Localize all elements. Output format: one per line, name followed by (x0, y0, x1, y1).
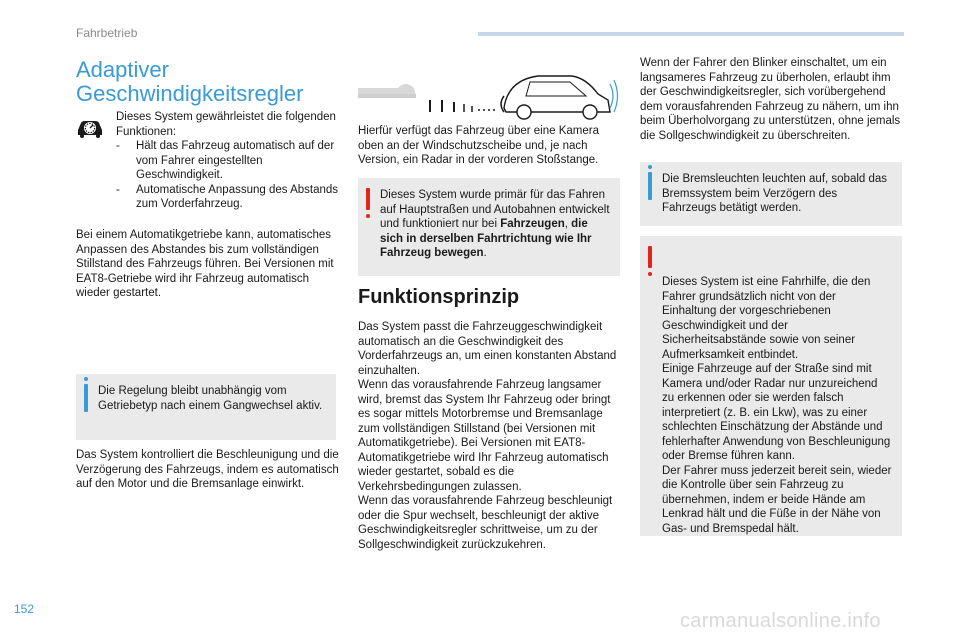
header-section: Fahrbetrieb (76, 26, 138, 40)
intro-list (116, 139, 346, 212)
car-speedometer-icon (76, 114, 106, 138)
intro-text: Dieses System gewährleistet die folgenden Funktionen: (116, 111, 336, 138)
intro-block (76, 110, 346, 212)
warning-icon (366, 188, 370, 210)
radar-illustration (358, 66, 620, 122)
header-bar (478, 32, 904, 36)
warning-note-driver-assist (640, 236, 902, 536)
control-paragraph: Das System kontrolliert die Beschleunigung und die Verzögerung des Fahrzeugs, indem es automatisch auf den Motor und die Bremsanlage einwirkt. (76, 449, 339, 490)
automatic-gearbox-paragraph: Bei einem Automatikgetriebe kann, automatisches Anpassen des Abstandes bis zum vollständigen Stillstand des Fahrzeugs führen. Bei Versionen mit EAT8-Getriebe wird ihr Fahrzeug automatisch wieder gestartet. (76, 229, 334, 299)
page-title: Adaptiver Geschwindigkeitsregler (76, 57, 304, 106)
warning-text: Dieses System wurde primär für das Fahren auf Hauptstraßen und Autobahnen entwickelt und funktioniert nur bei (380, 189, 610, 230)
indicator-paragraph: Wenn der Fahrer den Blinker einschaltet, um ein langsameres Fahrzeug zu überholen, erlaubt ihm der Geschwindigkeitsregler, sich vorübergehend dem vorausfahrenden Fahrzeug zu nähern, um ihn beim Überholvorgang zu unterstützen, ohne jemals die Sollgeschwindigkeit zu überschreiten. (640, 57, 901, 142)
info-note-brake-lights (640, 162, 902, 226)
info-note-gear-change (76, 374, 336, 440)
warning-separator: , (564, 218, 572, 230)
page-number: 152 (14, 602, 35, 616)
warning-icon (648, 246, 652, 268)
warning-note-road-use (358, 178, 620, 276)
warning-end: . (483, 247, 487, 259)
warning-bold-direction: die sich in derselben Fahrtrichtung wie Ihr Fahrzeug bewegen (380, 218, 592, 259)
camera-paragraph: Hierfür verfügt das Fahrzeug über eine Kamera oben an der Windschutzscheibe und, je nach Version, ein Radar in der vorderen Stoßstange. (358, 125, 599, 166)
warning-bold-vehicles: Fahrzeugen (500, 218, 565, 230)
info-icon (84, 384, 88, 412)
watermark: carmanualsonline.info (680, 610, 881, 632)
principle-paragraph: Das System passt die Fahrzeuggeschwindigkeit automatisch an die Geschwindigkeit des Vorderfahrzeugs an, um einen konstanten Abstand einzuhalten. Wenn das vorausfahrende Fahrzeug langsamer wird, bremst das System Ihr Fahrzeug oder bringt es sogar mittels Motorbremse und Bremsanlage zum vollständigen Stillstand (bei Versionen mit Automatikgetriebe). Bei Versionen mit EAT8-Automatikgetriebe wird Ihr Fahrzeug automatisch wieder gestartet, sobald es die Verkehrsbedingungen zulassen. Wenn das vorausfahrende Fahrzeug beschleunigt oder die Spur wechselt, beschleunigt der aktive Geschwindigkeitsregler schrittweise, um zu der Sollgeschwindigkeit zurückzukehren. (358, 321, 617, 551)
section-title: Funktionsprinzip (358, 286, 520, 308)
info-note-text: Die Regelung bleibt unabhängig vom Getriebetyp nach einem Gangwechsel aktiv. (98, 385, 323, 412)
info-note-text: Die Bremsleuchten leuchten auf, sobald das Bremssystem beim Verzögern des Fahrzeugs betätigt werden. (662, 173, 888, 214)
list-item: - Automatische Anpassung des Abstands zum Vorderfahrzeug. (116, 183, 346, 212)
info-icon (648, 172, 652, 200)
warning-text: Dieses System ist eine Fahrhilfe, die den Fahrer grundsätzlich nicht von der Einhaltung der vorgeschriebenen Geschwindigkeit und der Sicherheitsabstände sowie von seiner Aufmerksamkeit entbindet. Einige Fahrzeuge auf der Straße sind mit Kamera und/oder Radar nur unzureichend zu erkennen oder sie werden falsch interpretiert (z. B. ein Lkw), was zu einer schlechten Einschätzung der Abstände und fehlerhafter Anwendung von Beschleunigung oder Bremse führen kann. Der Fahrer muss jederzeit bereit sein, wieder die Kontrolle über sein Fahrzeug zu übernehmen, indem er beide Hände am Lenkrad hält und die Füße in der Nähe von Gas- und Bremspedal hält. (662, 276, 892, 535)
list-item: - Hält das Fahrzeug automatisch auf der vom Fahrer eingestellten Geschwindigkeit. (116, 139, 346, 183)
